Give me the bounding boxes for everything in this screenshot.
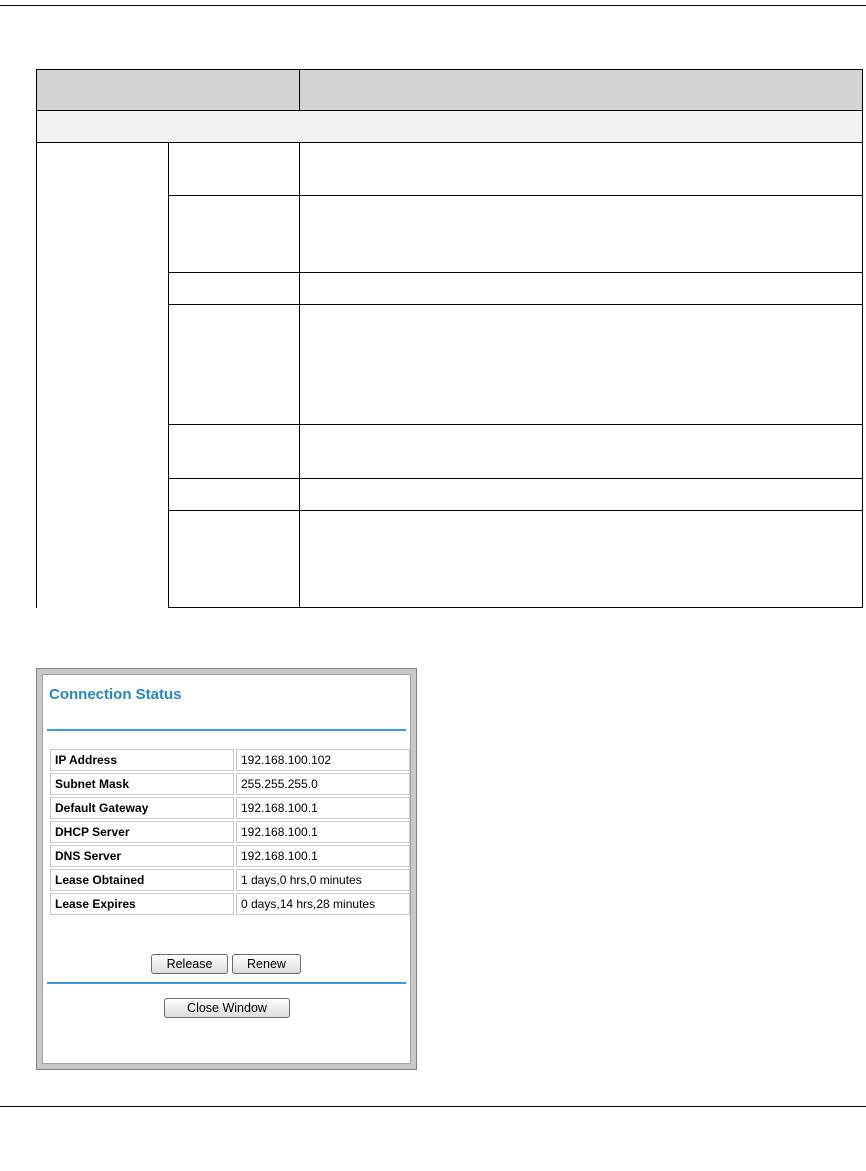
table-row <box>50 773 410 795</box>
table-row <box>50 797 410 819</box>
table-cell <box>168 196 300 273</box>
table-cell <box>168 305 300 425</box>
row-label: Default Gateway <box>50 797 234 819</box>
connection-status-window <box>36 668 417 1070</box>
row-label: Lease Expires <box>50 893 234 915</box>
table-section-row <box>37 111 863 143</box>
table-header-cell-1 <box>37 70 300 111</box>
page-top-rule <box>0 5 866 6</box>
table-row <box>50 869 410 891</box>
table-cell <box>300 143 863 196</box>
table-cell <box>300 305 863 425</box>
table-cell <box>168 273 300 305</box>
table-row <box>50 893 410 915</box>
table-cell <box>168 425 300 479</box>
row-value: 192.168.100.1 <box>236 797 410 819</box>
row-value: 192.168.100.102 <box>236 749 410 771</box>
table-row <box>50 845 410 867</box>
table-cell <box>168 511 300 608</box>
release-button[interactable]: Release <box>151 954 228 974</box>
renew-button[interactable]: Renew <box>232 954 301 974</box>
table-header-row <box>37 70 863 111</box>
row-label: Subnet Mask <box>50 773 234 795</box>
page-bottom-rule <box>0 1106 866 1107</box>
table-row <box>37 143 863 196</box>
table-row <box>50 749 410 771</box>
table-row <box>50 821 410 843</box>
table-cell <box>300 479 863 511</box>
button-divider <box>47 982 406 984</box>
row-label: DHCP Server <box>50 821 234 843</box>
table-cell <box>300 425 863 479</box>
table-cell <box>168 143 300 196</box>
table-header-cell-2 <box>300 70 863 111</box>
table-cell <box>300 196 863 273</box>
table-cell <box>168 479 300 511</box>
row-label: Lease Obtained <box>50 869 234 891</box>
title-divider <box>47 729 406 731</box>
row-label: DNS Server <box>50 845 234 867</box>
table-cell <box>300 273 863 305</box>
row-value: 255.255.255.0 <box>236 773 410 795</box>
row-value: 0 days,14 hrs,28 minutes <box>236 893 410 915</box>
row-value: 192.168.100.1 <box>236 821 410 843</box>
row-value: 1 days,0 hrs,0 minutes <box>236 869 410 891</box>
table-section-cell <box>37 111 863 143</box>
document-table <box>36 69 863 608</box>
connection-status-panel <box>42 674 411 1064</box>
row-label: IP Address <box>50 749 234 771</box>
table-indent-cell <box>37 143 169 608</box>
row-value: 192.168.100.1 <box>236 845 410 867</box>
window-title: Connection Status <box>49 686 182 703</box>
table-cell <box>300 511 863 608</box>
status-table <box>48 747 412 917</box>
close-window-button[interactable]: Close Window <box>164 998 290 1018</box>
